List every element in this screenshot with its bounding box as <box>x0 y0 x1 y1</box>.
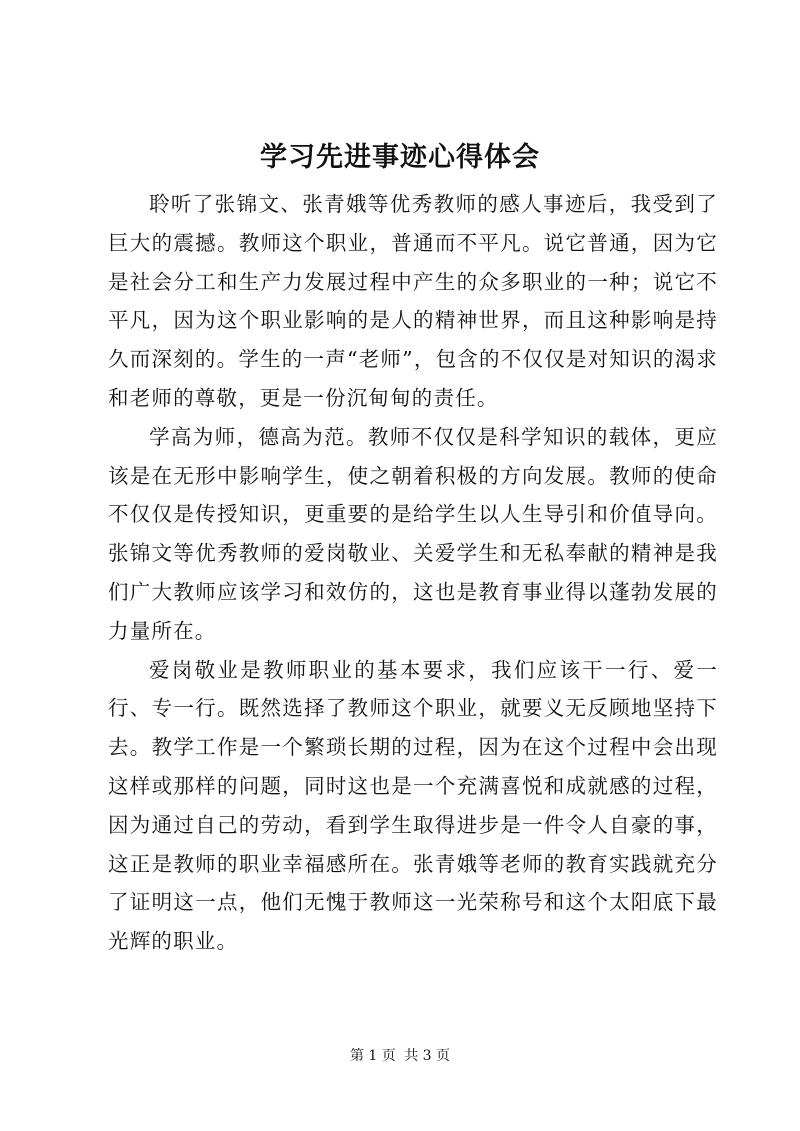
page-number: 第 1 页 <box>349 1048 396 1064</box>
total-pages: 共 3 页 <box>404 1048 451 1064</box>
paragraph: 学高为师，德高为范。教师不仅仅是科学知识的载体，更应该是在无形中影响学生，使之朝着积极的方向发展。教师的使命不仅仅是传授知识，更重要的是给学生以人生导引和价值导向。张锦文等优秀教师的爱岗敬业、关爱学生和无私奉献的精神是我们广大教师应该学习和效仿的，这也是教育事业得以蓬勃发展的力量所在。 <box>108 424 718 643</box>
document-title: 学习先进事迹心得体会 <box>260 142 540 173</box>
paragraph: 爱岗敬业是教师职业的基本要求，我们应该干一行、爱一行、专一行。既然选择了教师这个职业，就要义无反顾地坚持下去。教学工作是一个繁琐长期的过程，因为在这个过程中会出现这样或那样的问题，同时这也是一个充满喜悦和成就感的过程，因为通过自己的劳动，看到学生取得进步是一件令人自豪的事，这正是教师的职业幸福感所在。张青娥等老师的教育实践就充分了证明这一点，他们无愧于教师这一光荣称号和这个太阳底下最光辉的职业。 <box>108 657 718 954</box>
document-body <box>108 185 718 961</box>
page-footer <box>0 1046 800 1066</box>
paragraph: 聆听了张锦文、张青娥等优秀教师的感人事迹后，我受到了巨大的震撼。教师这个职业，普通而不平凡。说它普通，因为它是社会分工和生产力发展过程中产生的众多职业的一种；说它不平凡，因为这个职业影响的是人的精神世界，而且这种影响是持久而深刻的。学生的一声“老师”，包含的不仅仅是对知识的渴求和老师的尊敬，更是一份沉甸甸的责任。 <box>108 192 718 410</box>
